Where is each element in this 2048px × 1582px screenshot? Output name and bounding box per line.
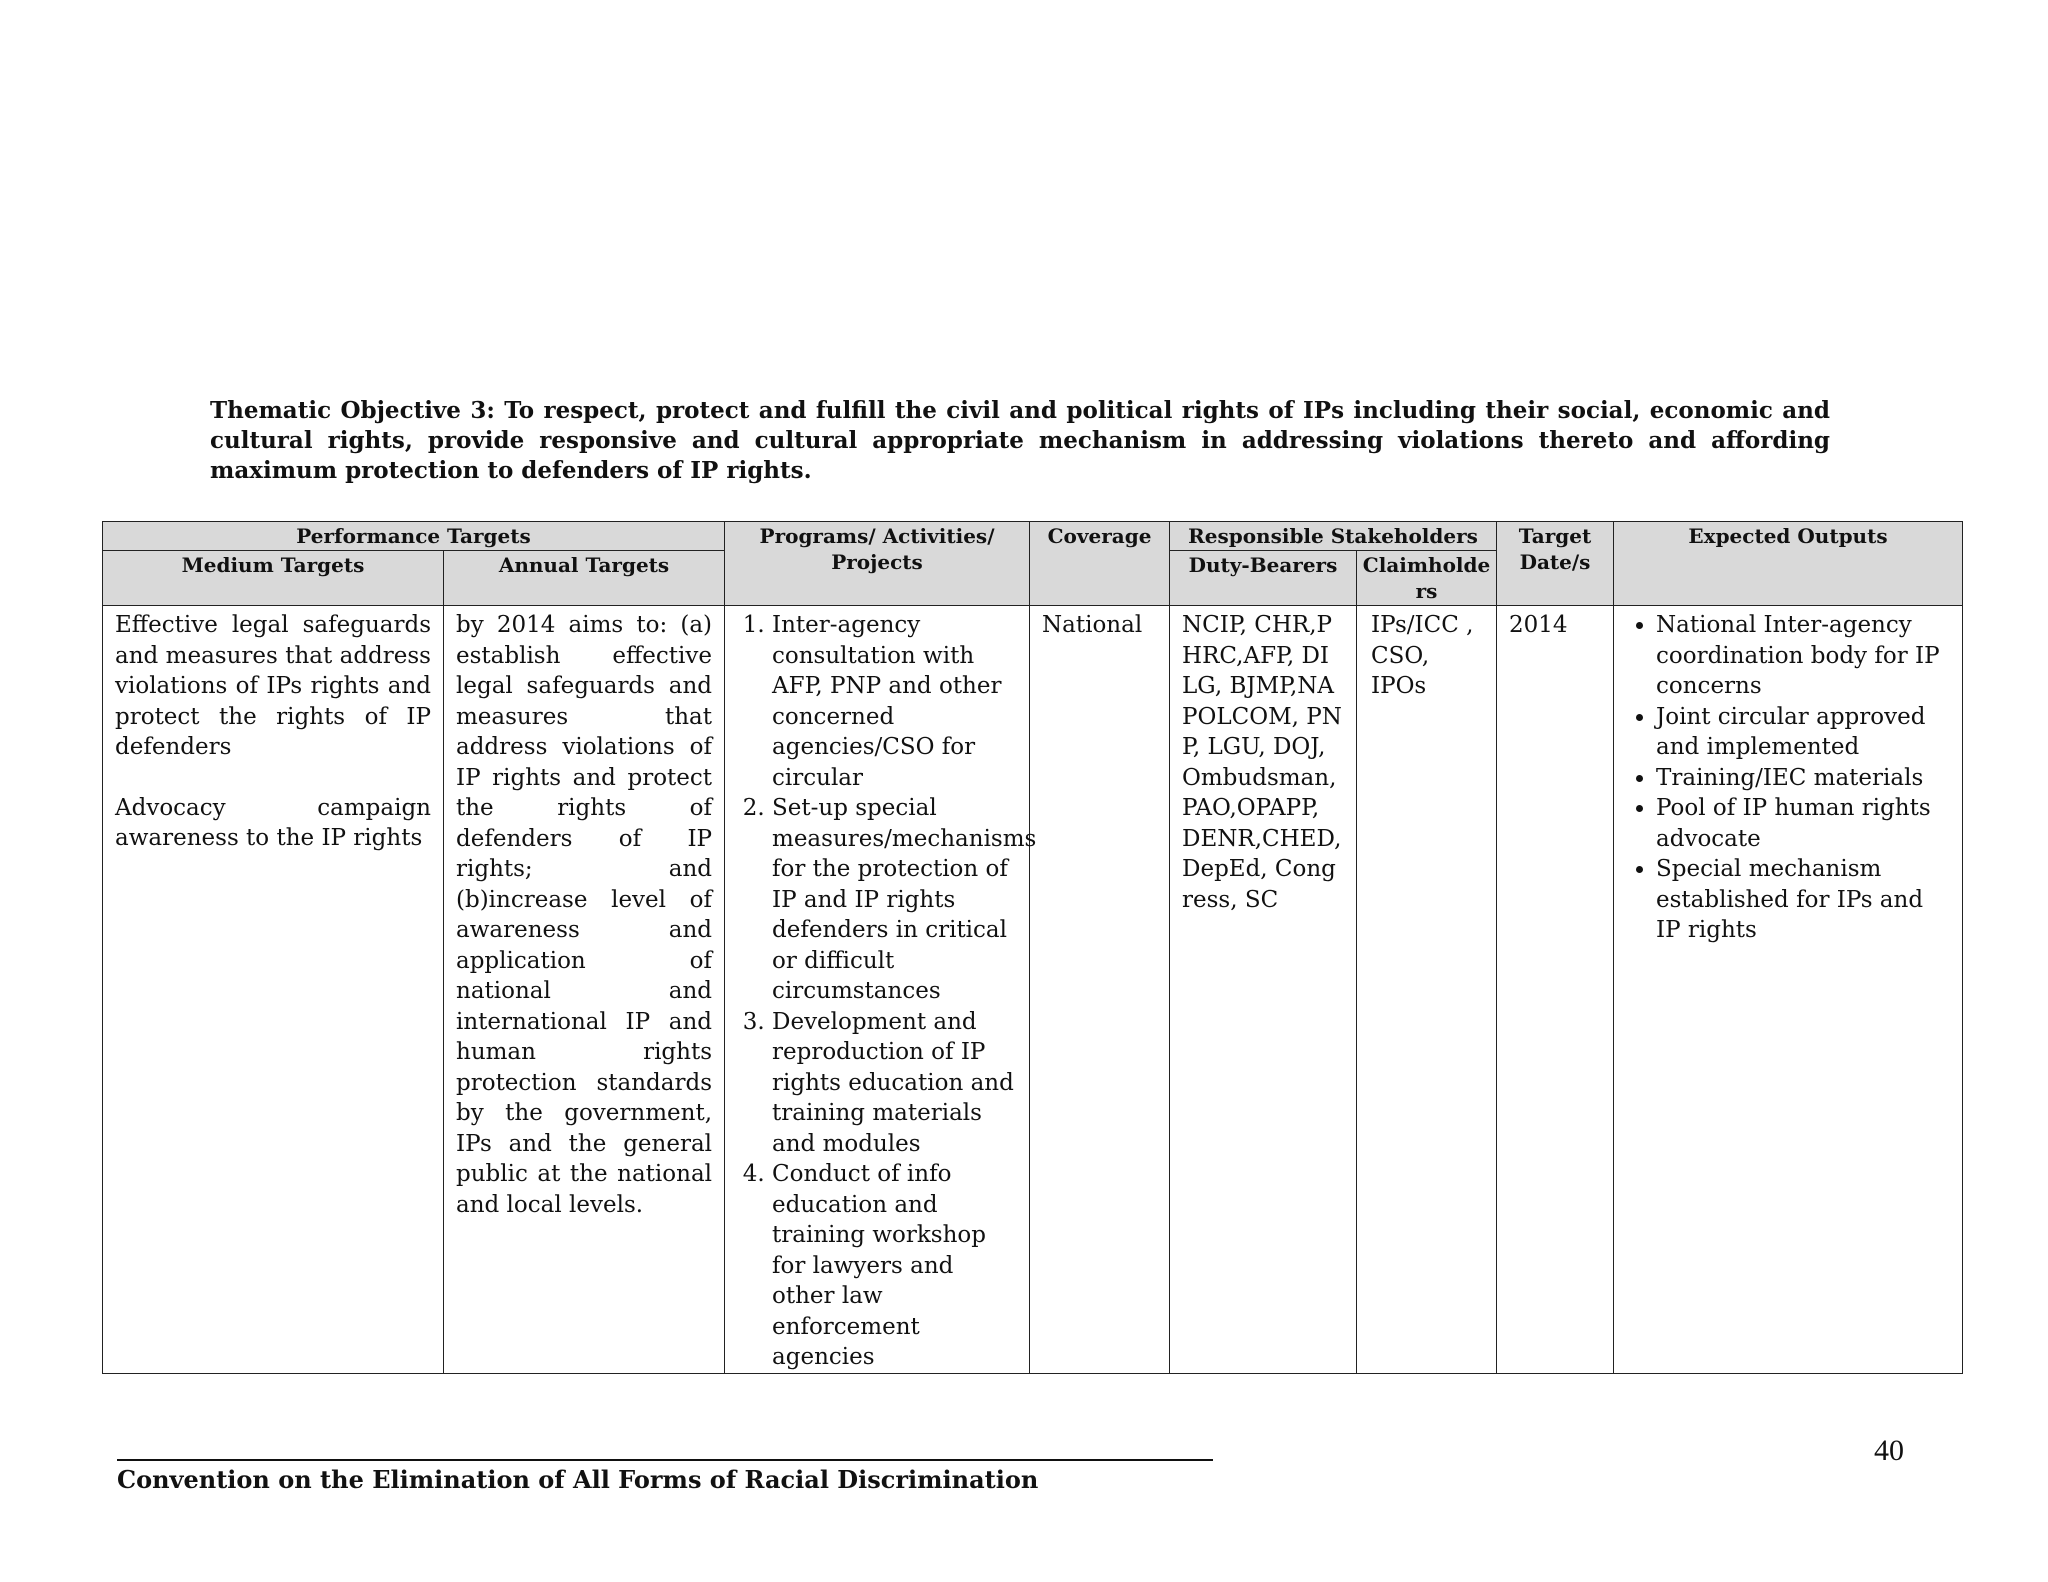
list-item: 3. Development and reproduction of IP rights education and training materials and modules — [772, 1007, 1023, 1160]
header-expected-outputs: Expected Outputs — [1614, 522, 1963, 606]
table-row — [103, 606, 1963, 1374]
list-item: 2. Set-up special measures/mechanisms for the protection of IP and IP rights defenders in critical or difficult circumstances — [772, 793, 1023, 1007]
list-item: • Joint circular approved and implemented — [1656, 702, 1950, 763]
header-responsible-stakeholders: Responsible Stakeholders — [1170, 522, 1497, 551]
list-item: 1. Inter-agency consultation with AFP, PNP and other concerned agencies/CSO for circular — [772, 610, 1023, 793]
header-performance-targets: Performance Targets — [103, 522, 725, 551]
list-item: • Training/IEC materials — [1656, 763, 1950, 794]
header-claimholders: Claimholders — [1357, 551, 1497, 606]
target-date-cell: 2014 — [1497, 606, 1614, 1374]
header-programs: Programs/ Activities/ Projects — [725, 522, 1030, 606]
medium-target-text: Advocacy campaign awareness to the IP rights — [115, 794, 431, 851]
header-annual-targets: Annual Targets — [444, 551, 725, 606]
footer-divider — [117, 1459, 1213, 1461]
claimholders-cell: IPs/ICC , CSO, IPOs — [1357, 606, 1497, 1374]
performance-targets-table — [102, 521, 1963, 1374]
programs-cell — [725, 606, 1037, 1374]
expected-outputs-list — [1620, 610, 1950, 946]
annual-targets-cell: by 2014 aims to: (a) establish effective legal safeguards and measures that address violations of IP rights and protect the rights of defenders of IP rights; and (b)increase level of awareness and application of national and international IP and human rights protection standards by the government, IPs and the general public at the national and local levels. — [444, 606, 725, 1374]
list-item: • National Inter-agency coordination body for IP concerns — [1656, 610, 1950, 702]
list-item: 4. Conduct of info education and training workshop for lawyers and other law enforcement agencies — [772, 1159, 1023, 1373]
thematic-objective-heading: Thematic Objective 3: To respect, protect and fulfill the civil and political rights of IPs including their social, economic and cultural rights, provide responsive and cultural appropriate mechanism in addressing violations thereto and affording maximum protection to defenders of IP rights. — [210, 397, 1830, 484]
header-medium-targets: Medium Targets — [103, 551, 444, 606]
medium-target-text: Effective legal safeguards and measures that address violations of IPs rights and protect the rights of IP defenders — [115, 612, 431, 760]
duty-bearers-cell: NCIP, CHR,PHRC,AFP, DILG, BJMP,NAPOLCOM, PNP, LGU, DOJ, Ombudsman, PAO,OPAPP, DENR,CHED, DepEd, Congress, SC — [1170, 606, 1357, 1374]
header-duty-bearers: Duty-Bearers — [1170, 551, 1357, 606]
list-item: • Pool of IP human rights advocate — [1656, 793, 1950, 854]
coverage-cell: National — [1030, 606, 1170, 1374]
header-target-date: Target Date/s — [1497, 522, 1614, 606]
page-number: 40 — [1874, 1434, 1904, 1467]
list-item: • Special mechanism established for IPs and IP rights — [1656, 854, 1950, 946]
programs-list — [727, 610, 1037, 1373]
expected-outputs-cell — [1614, 606, 1963, 1374]
footer-title: Convention on the Elimination of All Forms of Racial Discrimination — [117, 1465, 1039, 1494]
header-coverage: Coverage — [1030, 522, 1170, 606]
medium-targets-cell — [103, 606, 444, 1374]
